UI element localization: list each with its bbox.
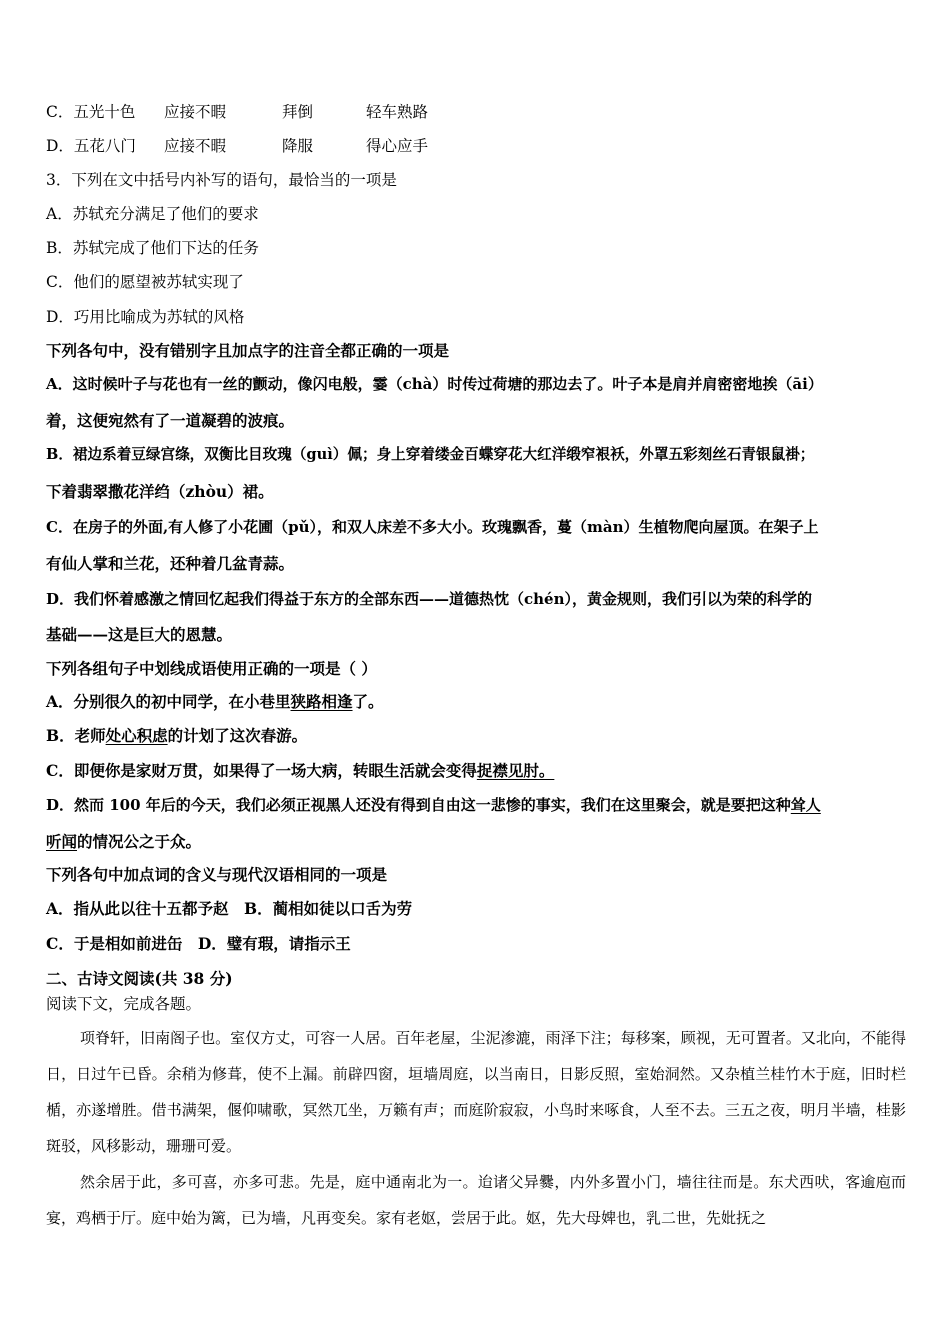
option-word: 降服 <box>282 137 314 155</box>
answer-option <box>46 691 384 713</box>
answer-option: A．苏轼充分满足了他们的要求 <box>46 205 259 223</box>
answer-option: B．苏轼完成了他们下达的任务 <box>46 239 259 257</box>
section-title: 二、古诗文阅读(共 38 分) <box>46 969 233 988</box>
option-word: 应接不暇 <box>164 137 227 155</box>
answer-option-cont: 基础——这是巨大的恩慧。 <box>46 625 233 644</box>
answer-option-cont: 着，这便宛然有了一道凝碧的波痕。 <box>46 411 295 430</box>
passage-paragraph: 然余居于此，多可喜，亦多可悲。先是，庭中通南北为一。迨诸父异爨，内外多置小门，墙往往而是。东犬西吠，客逾庖而宴，鸡栖于厅。庭中始为篱，已为墙，凡再变矣。家有老妪，尝居于此。妪，先大母婢也，乳二世，先妣抚之 <box>46 1173 906 1227</box>
answer-option: C．在房子的外面,有人修了小花圃（pǔ），和双人床差不多大小。玫瑰飘香，蔓（màn）生植物爬向屋顶。在架子上 <box>46 518 819 536</box>
option-word: 轻车熟路 <box>366 103 429 121</box>
answer-option <box>46 725 307 747</box>
answer-option: D．巧用比喻成为苏轼的风格 <box>46 308 245 326</box>
option-text: C．即便你是家财万贯，如果得了一场大病，转眼生活就会变得 <box>46 761 477 780</box>
answer-option-cont <box>46 831 201 853</box>
answer-options-ab: A．指从此以往十五都予赵 B．蔺相如徒以口舌为劳 <box>46 899 413 918</box>
underlined-idiom: 捉襟见肘。 <box>476 761 555 780</box>
answer-option-cont: 有仙人掌和兰花，还种着几盆青蒜。 <box>46 554 295 573</box>
answer-option: A．这时候叶子与花也有一丝的颤动，像闪电般，霎（chà）时传过荷塘的那边去了。叶子本是肩并肩密密地挨（āi） <box>46 375 823 393</box>
option-text: A．分别很久的初中同学，在小巷里 <box>46 692 291 711</box>
section-instruction: 阅读下文，完成各题。 <box>46 995 202 1013</box>
underlined-idiom: 狭路相逢 <box>290 692 353 711</box>
option-row <box>46 101 428 123</box>
answer-option: B．裙边系着豆绿宫绦，双衡比目玫瑰（guì）佩；身上穿着缕金百蝶穿花大红洋缎窄裉袄，外罩五彩刻丝石青银鼠褂； <box>46 446 815 463</box>
question-stem: 下列各组句子中划线成语使用正确的一项是（ ） <box>46 659 377 678</box>
option-label: D．五花八门 <box>46 137 136 155</box>
question-stem: 下列各句中加点词的含义与现代汉语相同的一项是 <box>46 865 388 884</box>
underlined-idiom: 听闻 <box>46 832 78 851</box>
passage-paragraph: 项脊轩，旧南阁子也。室仅方丈，可容一人居。百年老屋，尘泥渗漉，雨泽下注；每移案，顾视，无可置者。又北向，不能得日，日过午已昏。余稍为修葺，使不上漏。前辟四窗，垣墙周庭，以当南日，日影反照，室始洞然。又杂植兰桂竹木于庭，旧时栏楯，亦遂增胜。借书满架，偃仰啸歌，冥然兀坐，万籁有声；而庭阶寂寂，小鸟时来啄食，人至不去。三五之夜，明月半墙，桂影斑驳，风移影动，珊珊可爱。 <box>46 1029 906 1155</box>
option-word: 应接不暇 <box>164 103 227 121</box>
option-word: 拜倒 <box>282 103 314 121</box>
option-text: D．然而 100 年后的今天，我们必须正视黑人还没有得到自由这一悲惨的事实，我们在这里聚会，就是要把这种 <box>46 796 791 814</box>
option-label: C．五光十色 <box>46 103 136 121</box>
answer-option: D．我们怀着感激之情回忆起我们得益于东方的全部东西——道德热忱（chén），黄金规则，我们引以为荣的科学的 <box>46 590 813 608</box>
answer-option: C．他们的愿望被苏轼实现了 <box>46 273 244 291</box>
answer-option-cont: 下着翡翠撒花洋绉（zhòu）裙。 <box>46 482 274 501</box>
underlined-idiom: 处心积虑 <box>105 726 168 745</box>
question-stem: 3．下列在文中括号内补写的语句，最恰当的一项是 <box>46 171 397 189</box>
answer-options-cd: C．于是相如前进缶 D．璧有瑕，请指示王 <box>46 934 351 953</box>
option-text: 的计划了这次春游。 <box>167 726 308 745</box>
option-row <box>46 135 428 157</box>
option-word: 得心应手 <box>366 137 429 155</box>
underlined-idiom: 耸人 <box>790 796 821 814</box>
option-text: B．老师 <box>46 726 106 745</box>
question-stem: 下列各句中，没有错别字且加点字的注音全都正确的一项是 <box>46 341 450 360</box>
answer-option <box>46 760 554 782</box>
option-text: 的情况公之于众。 <box>77 832 202 851</box>
answer-option <box>46 794 821 816</box>
option-text: 了。 <box>352 692 384 711</box>
